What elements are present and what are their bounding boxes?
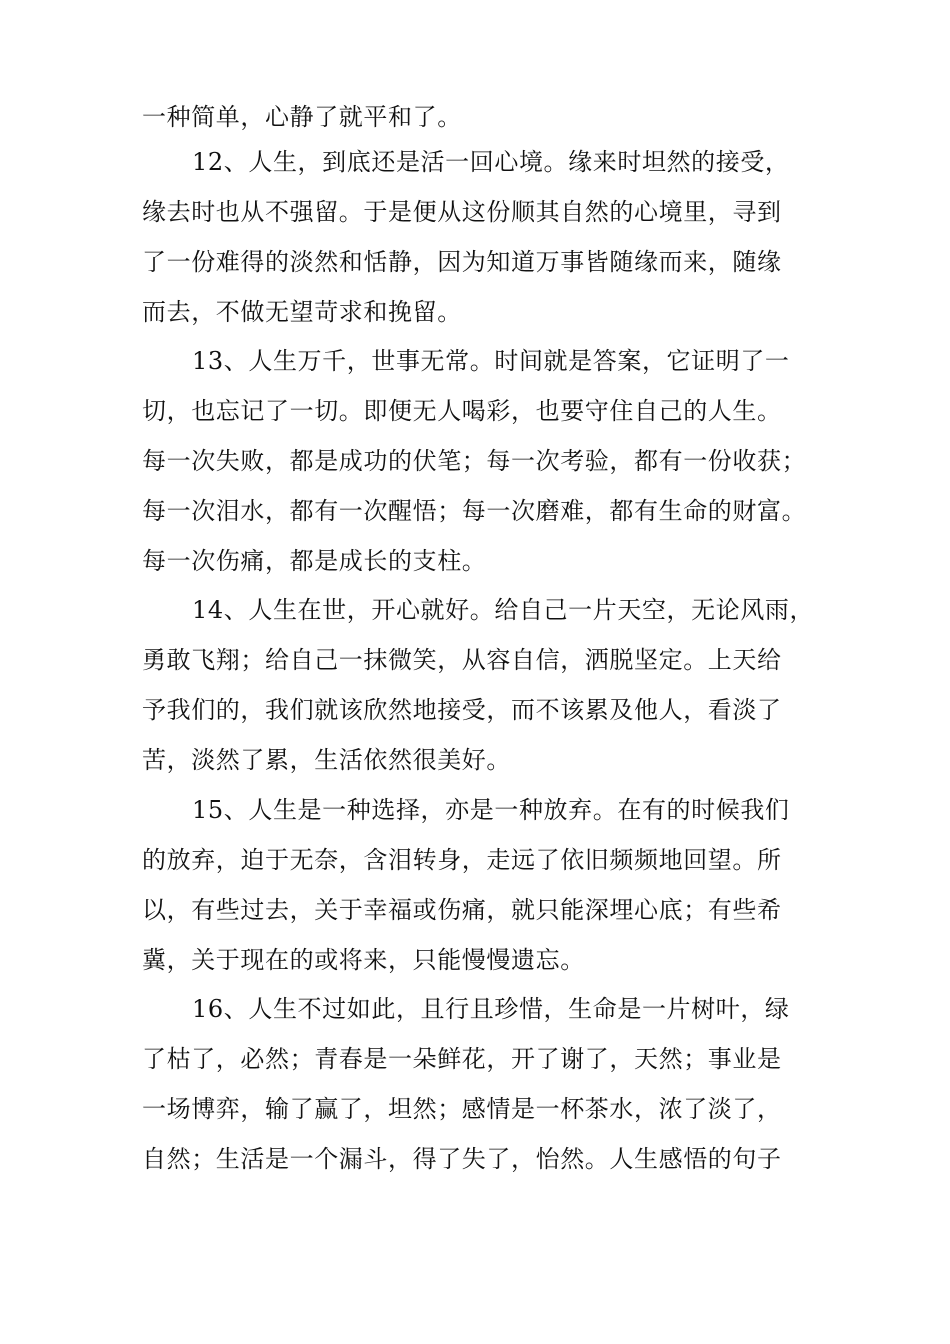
text-line: 冀，关于现在的或将来，只能慢慢遗忘。 [142, 946, 585, 974]
text-line: 15、人生是一种选择，亦是一种放弃。在有的时候我们 [192, 796, 790, 824]
text-line: 14、人生在世，开心就好。给自己一片天空，无论风雨， [192, 596, 815, 624]
text-line: 了一份难得的淡然和恬静，因为知道万事皆随缘而来，随缘 [142, 248, 782, 276]
text-line: 而去，不做无望苛求和挽留。 [142, 298, 462, 326]
text-line: 勇敢飞翔；给自己一抹微笑，从容自信，洒脱坚定。上天给 [142, 646, 782, 674]
text-line: 一场博弈，输了赢了，坦然；感情是一杯茶水，浓了淡了， [142, 1095, 782, 1123]
text-line: 的放弃，迫于无奈，含泪转身，走远了依旧频频地回望。所 [142, 846, 782, 874]
text-line: 每一次失败，都是成功的伏笔；每一次考验，都有一份收获； [142, 447, 807, 475]
text-line: 了枯了，必然；青春是一朵鲜花，开了谢了，天然；事业是 [142, 1045, 782, 1073]
text-line: 一种简单，心静了就平和了。 [142, 103, 462, 131]
text-line: 12、人生，到底还是活一回心境。缘来时坦然的接受， [192, 148, 790, 176]
text-line: 以，有些过去，关于幸福或伤痛，就只能深埋心底；有些希 [142, 896, 782, 924]
text-line: 苦，淡然了累，生活依然很美好。 [142, 746, 511, 774]
text-line: 予我们的，我们就该欣然地接受，而不该累及他人，看淡了 [142, 696, 782, 724]
text-line: 自然；生活是一个漏斗，得了失了，怡然。人生感悟的句子 [142, 1145, 782, 1173]
text-line: 每一次泪水，都有一次醒悟；每一次磨难，都有生命的财富。 [142, 497, 807, 525]
text-line: 16、人生不过如此，且行且珍惜，生命是一片树叶，绿 [192, 995, 790, 1023]
text-line: 13、人生万千，世事无常。时间就是答案，它证明了一 [192, 347, 790, 375]
text-line: 切，也忘记了一切。即便无人喝彩，也要守住自己的人生。 [142, 397, 782, 425]
text-line: 每一次伤痛，都是成长的支柱。 [142, 547, 487, 575]
text-line: 缘去时也从不强留。于是便从这份顺其自然的心境里，寻到 [142, 198, 782, 226]
